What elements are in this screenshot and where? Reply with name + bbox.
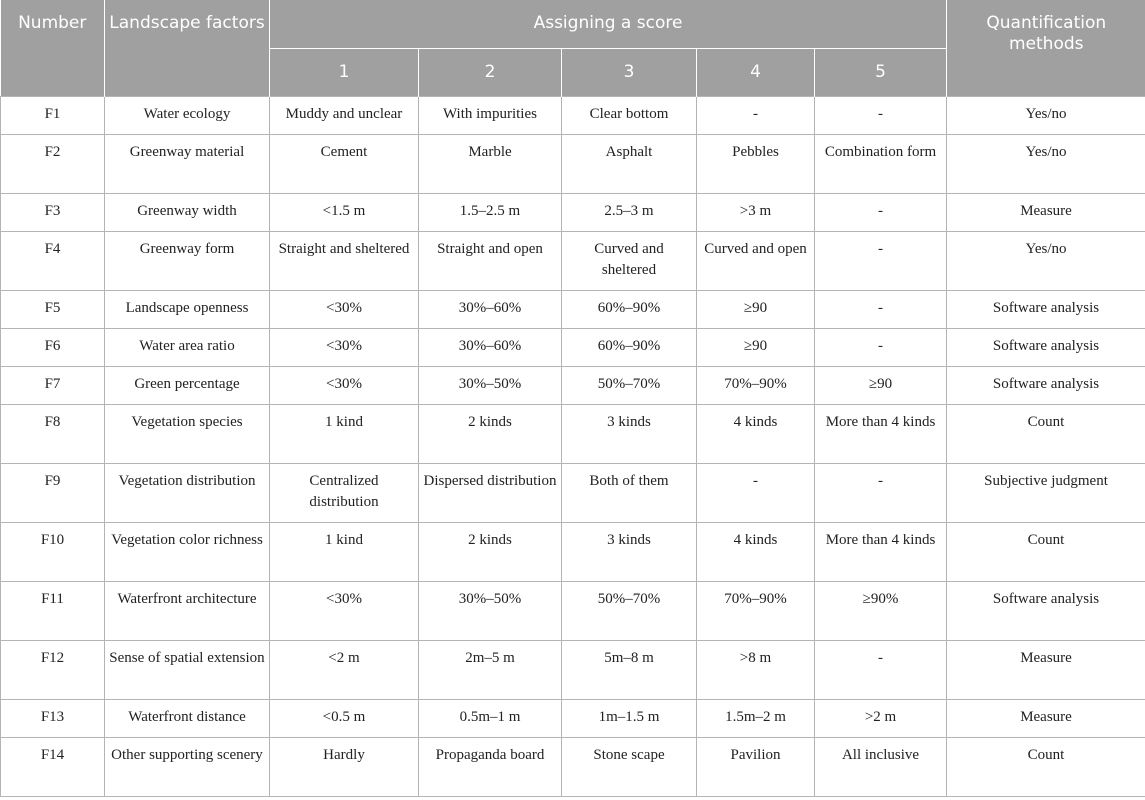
header-landscape-factors: Landscape factors: [105, 0, 270, 96]
row-score-2: Straight and open: [419, 231, 562, 290]
table-row: [1, 699, 1145, 737]
row-factor: Green percentage: [105, 366, 270, 404]
header-score-5: 5: [815, 48, 947, 96]
row-number: F2: [1, 134, 105, 193]
row-score-2: Dispersed distribution: [419, 463, 562, 522]
row-number: F1: [1, 96, 105, 134]
row-number: F6: [1, 328, 105, 366]
row-method: Yes/no: [947, 134, 1145, 193]
row-number: F10: [1, 522, 105, 581]
row-score-3: Asphalt: [562, 134, 697, 193]
row-score-5: -: [815, 463, 947, 522]
row-score-4: 70%–90%: [697, 581, 815, 640]
row-number: F3: [1, 193, 105, 231]
row-method: Yes/no: [947, 96, 1145, 134]
row-score-4: Pebbles: [697, 134, 815, 193]
row-score-3: 5m–8 m: [562, 640, 697, 699]
row-score-1: Hardly: [270, 737, 419, 796]
row-factor: Waterfront distance: [105, 699, 270, 737]
row-score-3: 3 kinds: [562, 522, 697, 581]
row-number: F13: [1, 699, 105, 737]
row-number: F8: [1, 404, 105, 463]
table-body: [1, 96, 1145, 796]
row-score-4: 70%–90%: [697, 366, 815, 404]
row-score-5: -: [815, 328, 947, 366]
row-factor: Greenway width: [105, 193, 270, 231]
header-assigning-score: Assigning a score: [270, 0, 947, 48]
row-factor: Water area ratio: [105, 328, 270, 366]
row-score-4: Curved and open: [697, 231, 815, 290]
row-score-1: <30%: [270, 581, 419, 640]
table-row: [1, 193, 1145, 231]
row-score-5: ≥90: [815, 366, 947, 404]
row-number: F14: [1, 737, 105, 796]
header-score-1: 1: [270, 48, 419, 96]
row-number: F9: [1, 463, 105, 522]
row-score-5: -: [815, 640, 947, 699]
row-score-3: Curved and sheltered: [562, 231, 697, 290]
row-number: F12: [1, 640, 105, 699]
row-score-2: 30%–50%: [419, 366, 562, 404]
row-score-4: Pavilion: [697, 737, 815, 796]
row-score-3: Both of them: [562, 463, 697, 522]
row-score-3: 1m–1.5 m: [562, 699, 697, 737]
row-score-5: -: [815, 231, 947, 290]
table-row: [1, 737, 1145, 796]
table-row: [1, 290, 1145, 328]
row-score-3: 3 kinds: [562, 404, 697, 463]
row-score-2: 1.5–2.5 m: [419, 193, 562, 231]
row-score-2: 0.5m–1 m: [419, 699, 562, 737]
table-row: [1, 581, 1145, 640]
row-method: Measure: [947, 699, 1145, 737]
row-number: F11: [1, 581, 105, 640]
row-score-3: 60%–90%: [562, 290, 697, 328]
row-score-3: 50%–70%: [562, 366, 697, 404]
row-method: Count: [947, 522, 1145, 581]
header-number: Number: [1, 0, 105, 96]
row-score-5: -: [815, 290, 947, 328]
row-score-4: 4 kinds: [697, 404, 815, 463]
table-row: [1, 522, 1145, 581]
row-score-5: -: [815, 193, 947, 231]
row-method: Count: [947, 404, 1145, 463]
table-row: [1, 640, 1145, 699]
row-factor: Other supporting scenery: [105, 737, 270, 796]
row-score-4: 1.5m–2 m: [697, 699, 815, 737]
row-factor: Greenway form: [105, 231, 270, 290]
header-score-3: 3: [562, 48, 697, 96]
row-number: F4: [1, 231, 105, 290]
row-score-1: Cement: [270, 134, 419, 193]
row-method: Measure: [947, 193, 1145, 231]
row-factor: Greenway material: [105, 134, 270, 193]
row-score-2: Propaganda board: [419, 737, 562, 796]
row-score-4: ≥90: [697, 290, 815, 328]
row-score-4: 4 kinds: [697, 522, 815, 581]
header-quantification-methods: Quantification methods: [947, 0, 1145, 96]
table-row: [1, 328, 1145, 366]
table-row: [1, 463, 1145, 522]
row-score-2: 2 kinds: [419, 522, 562, 581]
row-factor: Sense of spatial extension: [105, 640, 270, 699]
table-row: [1, 134, 1145, 193]
table-row: [1, 366, 1145, 404]
table-row: [1, 404, 1145, 463]
row-score-1: Muddy and unclear: [270, 96, 419, 134]
row-score-4: >8 m: [697, 640, 815, 699]
row-score-2: 2 kinds: [419, 404, 562, 463]
header-score-2: 2: [419, 48, 562, 96]
row-score-3: Clear bottom: [562, 96, 697, 134]
row-score-1: 1 kind: [270, 404, 419, 463]
row-method: Measure: [947, 640, 1145, 699]
row-method: Software analysis: [947, 328, 1145, 366]
row-score-5: ≥90%: [815, 581, 947, 640]
row-method: Software analysis: [947, 366, 1145, 404]
row-factor: Water ecology: [105, 96, 270, 134]
row-score-4: ≥90: [697, 328, 815, 366]
table-row: [1, 96, 1145, 134]
row-score-4: -: [697, 96, 815, 134]
row-score-4: -: [697, 463, 815, 522]
row-score-2: Marble: [419, 134, 562, 193]
row-score-2: 30%–50%: [419, 581, 562, 640]
row-method: Software analysis: [947, 290, 1145, 328]
table-header: [1, 0, 1145, 96]
header-score-4: 4: [697, 48, 815, 96]
row-method: Count: [947, 737, 1145, 796]
row-score-2: 2m–5 m: [419, 640, 562, 699]
row-factor: Landscape openness: [105, 290, 270, 328]
row-number: F7: [1, 366, 105, 404]
row-score-4: >3 m: [697, 193, 815, 231]
row-method: Yes/no: [947, 231, 1145, 290]
row-score-5: -: [815, 96, 947, 134]
row-score-1: <2 m: [270, 640, 419, 699]
row-factor: Vegetation color richness: [105, 522, 270, 581]
row-method: Subjective judgment: [947, 463, 1145, 522]
row-score-3: 60%–90%: [562, 328, 697, 366]
row-score-1: 1 kind: [270, 522, 419, 581]
row-score-5: >2 m: [815, 699, 947, 737]
row-score-2: 30%–60%: [419, 290, 562, 328]
row-score-1: <30%: [270, 328, 419, 366]
row-score-1: <30%: [270, 366, 419, 404]
row-score-1: <0.5 m: [270, 699, 419, 737]
row-factor: Waterfront architecture: [105, 581, 270, 640]
row-score-2: With impurities: [419, 96, 562, 134]
row-score-5: All inclusive: [815, 737, 947, 796]
row-factor: Vegetation species: [105, 404, 270, 463]
row-score-5: Combination form: [815, 134, 947, 193]
row-number: F5: [1, 290, 105, 328]
row-score-3: Stone scape: [562, 737, 697, 796]
row-method: Software analysis: [947, 581, 1145, 640]
row-score-3: 2.5–3 m: [562, 193, 697, 231]
table-row: [1, 231, 1145, 290]
row-score-1: Straight and sheltered: [270, 231, 419, 290]
row-score-1: <1.5 m: [270, 193, 419, 231]
row-factor: Vegetation distribution: [105, 463, 270, 522]
row-score-5: More than 4 kinds: [815, 404, 947, 463]
row-score-3: 50%–70%: [562, 581, 697, 640]
row-score-1: Centralized distribution: [270, 463, 419, 522]
row-score-1: <30%: [270, 290, 419, 328]
row-score-2: 30%–60%: [419, 328, 562, 366]
row-score-5: More than 4 kinds: [815, 522, 947, 581]
